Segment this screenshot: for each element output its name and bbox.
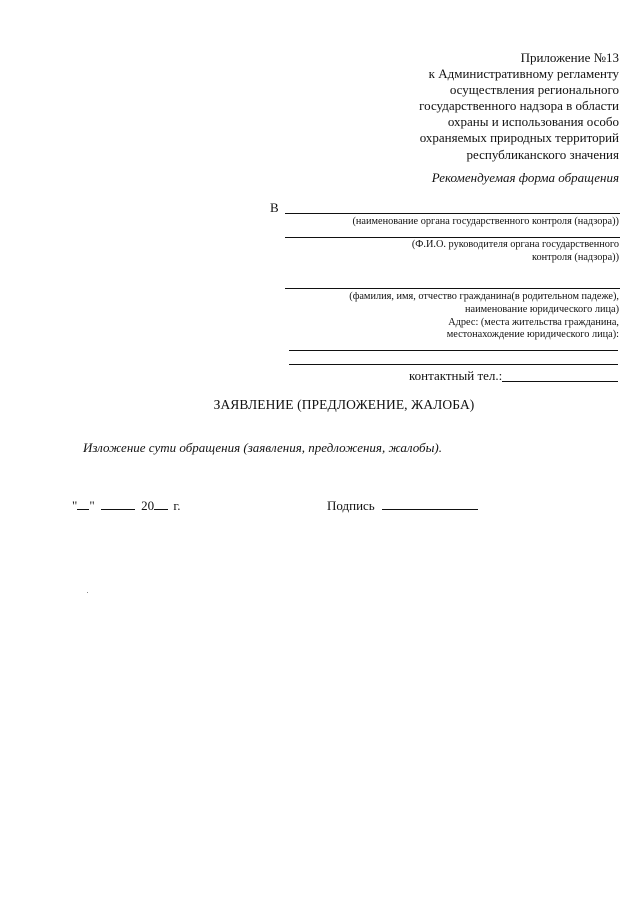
applicant-hint	[349, 291, 619, 342]
head-name-line[interactable]	[285, 237, 620, 238]
appeal-essence-label: Изложение сути обращения (заявления, предложения, жалобы).	[83, 440, 442, 455]
address-line-1[interactable]	[289, 350, 618, 351]
date-open-quote: "	[72, 498, 78, 513]
applicant-name-line[interactable]	[285, 288, 620, 289]
authority-name-line[interactable]	[285, 213, 620, 214]
appendix-line: республиканского значения	[466, 146, 619, 162]
scan-speck	[87, 592, 88, 593]
signature-field	[327, 498, 478, 514]
year-suffix: г.	[173, 498, 181, 513]
addressee-prefix: В	[270, 200, 279, 215]
recommended-form-label: Рекомендуемая форма обращения	[431, 170, 619, 185]
month-blank[interactable]	[101, 498, 135, 510]
appendix-line: осуществления регионального	[449, 82, 619, 98]
appendix-number: Приложение №13	[520, 50, 619, 65]
document-title	[0, 397, 640, 413]
address-hint-line: Адрес: (места жительства гражданина,	[448, 316, 619, 328]
document-title-text: ЗАЯВЛЕНИЕ (ПРЕДЛОЖЕНИЕ, ЖАЛОБА)	[213, 397, 475, 412]
day-blank[interactable]	[77, 498, 89, 510]
appendix-line: государственного надзора в области	[419, 98, 619, 114]
signature-blank[interactable]	[382, 498, 478, 510]
appendix-line: к Административному регламенту	[428, 66, 619, 82]
head-name-hint-line: (Ф.И.О. руководителя органа государственного	[411, 239, 619, 250]
authority-name-hint: (наименование органа государственного контроля (надзора))	[352, 216, 619, 227]
date-close-quote: "	[89, 498, 95, 513]
year-blank[interactable]	[154, 498, 168, 510]
applicant-hint-line: наименование юридического лица)	[465, 303, 619, 315]
appendix-line: охраняемых природных территорий	[419, 130, 619, 146]
signature-label: Подпись	[327, 498, 375, 513]
address-line-2[interactable]	[289, 364, 618, 365]
appendix-header	[359, 50, 619, 163]
head-name-hint-line: контроля (надзора))	[532, 251, 619, 263]
address-hint-line: местонахождение юридического лица):	[446, 329, 619, 341]
year-prefix: 20	[141, 498, 155, 513]
contact-phone-label: контактный тел.:	[409, 368, 503, 383]
head-name-hint	[412, 239, 619, 264]
contact-phone-line[interactable]	[502, 381, 618, 382]
appendix-line: охраны и использования особо	[447, 114, 619, 130]
date-field	[72, 498, 181, 514]
applicant-hint-line: (фамилия, имя, отчество гражданина(в родительном падеже),	[349, 291, 619, 302]
